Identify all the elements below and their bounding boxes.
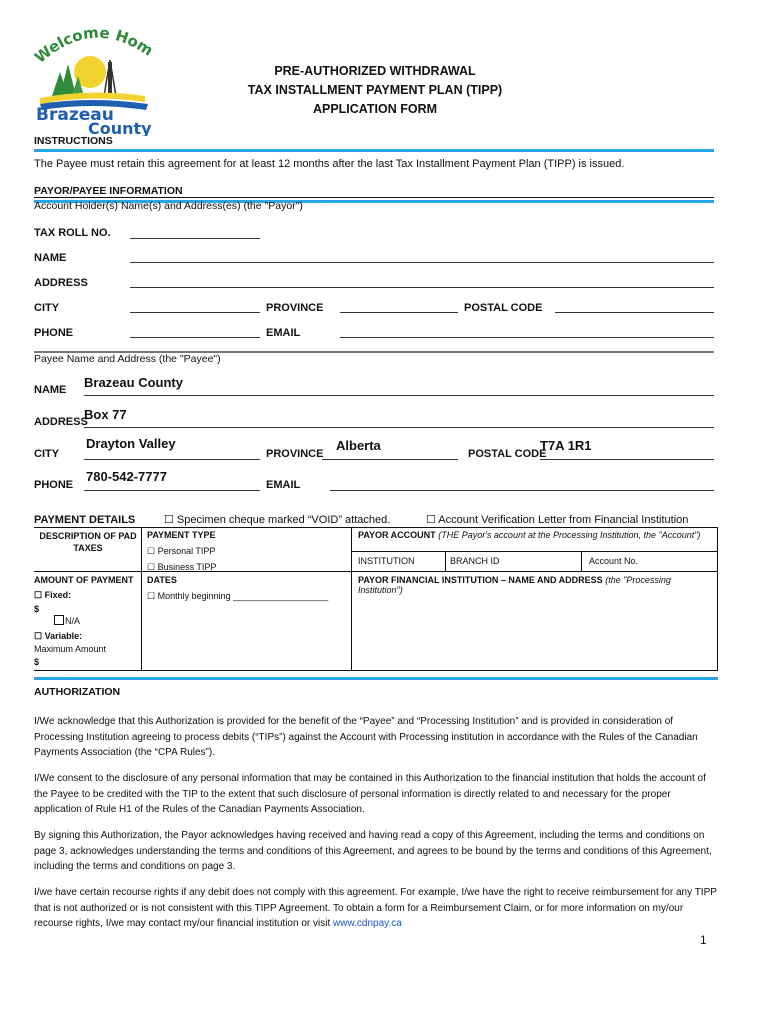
payee-city-label: CITY xyxy=(34,448,60,460)
type-heading: PAYMENT TYPE xyxy=(147,530,216,540)
authorization-heading: AUTHORIZATION xyxy=(34,686,121,698)
payee-province-line xyxy=(322,459,458,460)
payee-province-label: PROVINCE xyxy=(266,448,324,460)
payee-address-label: ADDRESS xyxy=(34,416,88,428)
title-line-2: TAX INSTALLMENT PAYMENT PLAN (TIPP) xyxy=(247,83,503,97)
divider-line xyxy=(34,197,714,198)
fi-italic: (the "Processing Institution") xyxy=(358,575,671,595)
verification-checkbox[interactable]: ☐ Account Verification Letter from Financial Institution xyxy=(426,514,689,526)
business-tipp-checkbox[interactable]: ☐ Business TIPP xyxy=(147,562,217,572)
fixed-checkbox[interactable]: ☐ Fixed: xyxy=(34,590,72,600)
payor-province-label: PROVINCE xyxy=(266,302,324,314)
divider-blue xyxy=(34,149,714,152)
payor-subheading: Account Holder(s) Name(s) and Address(es) (the "Payor") xyxy=(34,200,303,212)
maximum-amount-label: Maximum Amount xyxy=(34,644,107,654)
payor-email-field[interactable] xyxy=(340,337,714,338)
divider-blue xyxy=(34,677,718,680)
payee-name-line xyxy=(84,395,714,396)
branch-id-field[interactable]: BRANCH ID xyxy=(450,556,500,566)
fi-heading xyxy=(358,575,714,595)
specimen-checkbox[interactable]: ☐ Specimen cheque marked “VOID” attached. xyxy=(164,514,391,526)
payor-city-field[interactable] xyxy=(130,312,260,313)
payment-heading: PAYMENT DETAILS xyxy=(34,514,136,526)
payee-subheading: Payee Name and Address (the "Payee") xyxy=(34,353,221,365)
payor-province-field[interactable] xyxy=(340,312,458,313)
desc-heading: DESCRIPTION OF PAD TAXES xyxy=(39,531,137,553)
form-title xyxy=(200,62,550,119)
na-checkbox-icon xyxy=(54,615,64,625)
payee-address-value: Box 77 xyxy=(84,407,127,422)
logo-name-1: Brazeau xyxy=(36,105,114,125)
page-number: 1 xyxy=(700,933,707,947)
authorization-paragraph-2: I/We consent to the disclosure of any personal information that may be contained in this Authorization to the financial institution that holds the account of the Payee to be credited with the TIP to the extent that such disclosure of personal information is directly related to and necessary for the proper application of Rule H1 of the Rules of the Canadian Payments Association. xyxy=(34,773,706,815)
payee-email-label: EMAIL xyxy=(266,479,301,491)
dates-heading: DATES xyxy=(147,575,177,585)
payor-phone-field[interactable] xyxy=(130,337,260,338)
payee-address-line xyxy=(84,427,714,428)
na-option[interactable] xyxy=(54,615,80,626)
payor-account-italic: (THE Payor's account at the Processing Institution, the "Account") xyxy=(438,530,701,540)
payor-account-bold: PAYOR ACCOUNT xyxy=(358,530,436,540)
payee-name-label: NAME xyxy=(34,384,67,396)
authorization-paragraph-3: By signing this Authorization, the Payor acknowledges having received and having read a copy of this Agreement, including the terms and conditions on page 3, acknowledges understanding the terms and conditions of this Agreement, and agrees to be bound by the terms and conditions of this Agreement, including the terms and conditions on page 3. xyxy=(34,830,712,872)
payor-name-field[interactable] xyxy=(130,262,714,263)
payee-postal-label: POSTAL CODE xyxy=(468,448,547,460)
variable-checkbox[interactable]: ☐ Variable: xyxy=(34,631,83,641)
logo-name-2: County xyxy=(88,119,152,136)
instructions-text: The Payee must retain this agreement for at least 12 months after the last Tax Installment Payment Plan (TIPP) is issued. xyxy=(34,158,625,170)
amount-heading: AMOUNT OF PAYMENT xyxy=(34,575,134,585)
title-line-1: PRE-AUTHORIZED WITHDRAWAL xyxy=(274,64,476,78)
logo-welcome-text: Welcome Hom xyxy=(31,24,155,67)
instructions-heading: INSTRUCTIONS xyxy=(34,135,113,147)
payor-postal-field[interactable] xyxy=(555,312,714,313)
payee-phone-label: PHONE xyxy=(34,479,74,491)
authorization-paragraph-1: I/We acknowledge that this Authorization is provided for the benefit of the “Payee” and “Processing Institution” and is provided in consideration of Processing Institution agreeing to process debits (“TIPs”) against the Account with Processing institution in accordance with the Rules of the Canadian Payments Association (the “CPA Rules”). xyxy=(34,716,698,758)
payee-postal-line xyxy=(540,459,714,460)
account-no-field[interactable]: Account No. xyxy=(589,556,639,566)
institution-field[interactable]: INSTITUTION xyxy=(358,556,415,566)
cdnpay-link[interactable]: www.cdnpay.ca xyxy=(333,918,402,929)
payor-heading: PAYOR/PAYEE INFORMATION xyxy=(34,185,183,197)
payor-address-field[interactable] xyxy=(130,287,714,288)
payee-phone-line xyxy=(84,490,260,491)
tax-roll-field[interactable] xyxy=(130,238,260,239)
payee-province-value: Alberta xyxy=(336,438,381,453)
logo-graphic xyxy=(30,24,155,136)
payor-account-heading xyxy=(358,530,714,540)
payor-address-label: ADDRESS xyxy=(34,277,88,289)
fixed-dollar: $ xyxy=(34,604,40,614)
monthly-beginning-checkbox[interactable]: ☐ Monthly beginning ___________________ xyxy=(147,591,329,601)
payor-name-label: NAME xyxy=(34,252,67,264)
variable-dollar: $ xyxy=(34,657,40,667)
fi-bold: PAYOR FINANCIAL INSTITUTION – NAME AND ADDRESS xyxy=(358,575,603,585)
payee-city-value: Drayton Valley xyxy=(86,436,176,451)
payee-email-line xyxy=(330,490,714,491)
recourse-text: I/we have certain recourse rights if any debit does not comply with this agreement. For example, I/we have the right to receive reimbursement for any TIPP that is not authorized or is not consistent with this TIPP Agreement. To obtain a form for a Reimbursement Claim, or for more information on my/our recourse rights, I/we may contact my/our financial institution or visit xyxy=(34,887,717,929)
personal-tipp-checkbox[interactable]: ☐ Personal TIPP xyxy=(147,546,216,556)
authorization-paragraph-4 xyxy=(34,885,718,932)
payor-phone-label: PHONE xyxy=(34,327,74,339)
payee-name-value: Brazeau County xyxy=(84,375,183,390)
payee-phone-value: 780-542-7777 xyxy=(86,469,167,484)
brazeau-county-logo xyxy=(30,24,155,136)
tax-roll-label: TAX ROLL NO. xyxy=(34,227,111,239)
title-line-3: APPLICATION FORM xyxy=(312,102,438,116)
na-label: N/A xyxy=(65,616,81,626)
payor-postal-label: POSTAL CODE xyxy=(464,302,543,314)
payor-city-label: CITY xyxy=(34,302,60,314)
payor-email-label: EMAIL xyxy=(266,327,301,339)
payee-postal-value: T7A 1R1 xyxy=(540,438,592,453)
payee-city-line xyxy=(84,459,260,460)
